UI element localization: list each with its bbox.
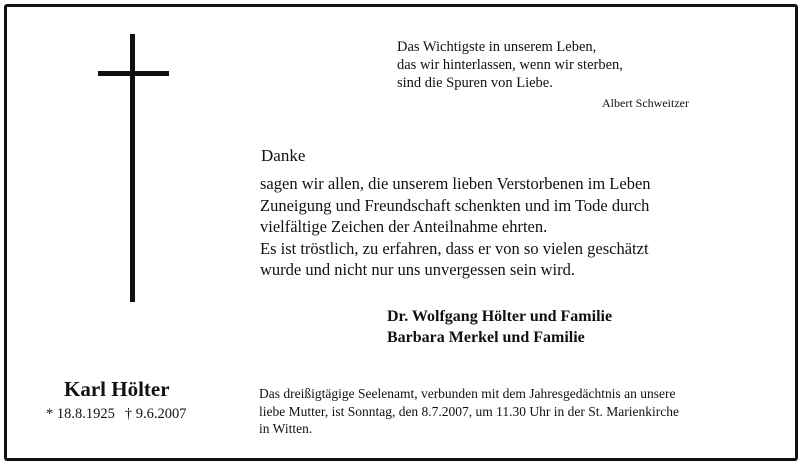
message-line: vielfältige Zeichen der Anteilnahme ehrten. bbox=[260, 217, 548, 236]
quote-line: sind die Spuren von Liebe. bbox=[397, 75, 553, 91]
memorial-service-notice bbox=[259, 385, 679, 438]
notice-line: in Witten. bbox=[259, 421, 313, 436]
message-line: sagen wir allen, die unserem lieben Verstorbenen im Leben bbox=[260, 174, 651, 193]
notice-line: Das dreißigtägige Seelenamt, verbunden mit dem Jahresgedächtnis an unsere bbox=[259, 386, 676, 401]
death-date: † 9.6.2007 bbox=[124, 406, 187, 422]
quote-author: Albert Schweitzer bbox=[602, 96, 689, 110]
signer-name: Barbara Merkel und Familie bbox=[387, 329, 585, 346]
life-dates bbox=[46, 406, 187, 423]
thanks-message bbox=[260, 173, 651, 281]
thanks-heading: Danke bbox=[261, 146, 306, 165]
quote-line: Das Wichtigste in unserem Leben, bbox=[397, 39, 597, 55]
message-line: wurde und nicht nur uns unvergessen sein wird. bbox=[260, 260, 575, 279]
signer-name: Dr. Wolfgang Hölter und Familie bbox=[387, 308, 613, 325]
deceased-name: Karl Hölter bbox=[64, 377, 170, 401]
quote-line: das wir hinterlassen, wenn wir sterben, bbox=[397, 57, 623, 73]
message-line: Zuneigung und Freundschaft schenkten und im Tode durch bbox=[260, 195, 650, 215]
signers-block bbox=[387, 306, 612, 348]
quote-block bbox=[397, 38, 623, 92]
notice-line: liebe Mutter, ist Sonntag, den 8.7.2007, um 11.30 Uhr in der St. Marienkirche bbox=[259, 403, 680, 419]
birth-date: * 18.8.1925 bbox=[46, 406, 115, 422]
message-line: Es ist tröstlich, zu erfahren, dass er von so vielen geschätzt bbox=[260, 238, 649, 258]
cross-horizontal-bar bbox=[98, 71, 169, 76]
